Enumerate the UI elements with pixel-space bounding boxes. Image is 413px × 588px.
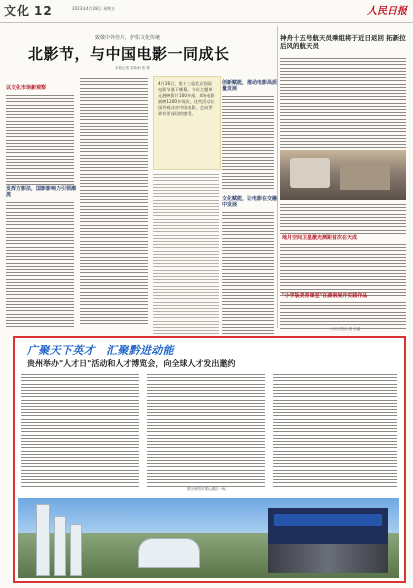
column-4-text-2 [222, 212, 274, 340]
right-column-text-3 [280, 244, 406, 298]
newspaper-logo: 人民日报 [367, 6, 407, 17]
feature-photo-event [268, 508, 388, 573]
left-column-text [6, 95, 74, 187]
mid-subhead-b: 文化赋能，让电影在交融中发展 [222, 196, 278, 208]
column-2-text [80, 78, 148, 327]
column-divider [277, 26, 278, 328]
lead-headline: 北影节，与中国电影一同成长 [28, 45, 230, 63]
issue-date: 2023年4月28日 星期五 [72, 6, 116, 11]
lead-byline: 本报记者 袁新雨 张 维 [115, 66, 150, 70]
feature-photo-collage [18, 498, 399, 578]
left-column-text-2 [6, 202, 74, 330]
feature-column-2 [147, 374, 265, 489]
right-headline: 神舟十五号航天员乘组将于近日返回 拓新拉后风的航天员 [280, 34, 406, 50]
quote-text: 4月26日，第十三届北京国际电影节落下帷幕。今年主题单元展映影片100多部，4场电影展映1200多场次，这些活动让国外观众对中国电影，走向世界有更深切的感受。 [158, 81, 215, 116]
left-subhead-top: 以文化市场新观察 [6, 85, 47, 91]
feature-photo-caption: 图为贵阳市观山湖区一角。 [187, 487, 229, 491]
right-column-text [280, 58, 406, 150]
right-subhead-1: 地月空间卫星激光测距首次在天成 [282, 235, 358, 241]
right-column-text-2 [280, 204, 406, 236]
feature-article [13, 336, 406, 583]
lead-kicker: 致敬中外佳片，护佑文化传统 [95, 35, 161, 41]
page-signature: 人民日报社 版 主编 [330, 327, 361, 331]
feature-headline: 广聚天下英才 汇聚黔进动能 [27, 344, 174, 357]
section-title: 文化 12 [4, 4, 53, 18]
quote-box [153, 76, 221, 170]
column-3-text [153, 174, 219, 337]
feature-column-3 [273, 374, 397, 489]
masthead [0, 0, 413, 23]
right-photo [280, 150, 406, 200]
column-4-text [222, 96, 274, 192]
left-subhead-mid: 发挥方影法，国影影响力引领潮流 [6, 186, 77, 198]
right-subhead-2: "小学版美育课堂"在湖南展开实践作品 [282, 293, 368, 299]
mid-subhead-a: 创新赋能，推动电影高质量发展 [222, 80, 278, 92]
feature-subheadline: 贵州举办"人才日"活动和人才博览会，向全球人才发出邀约 [27, 359, 236, 368]
feature-column-1 [21, 374, 139, 489]
